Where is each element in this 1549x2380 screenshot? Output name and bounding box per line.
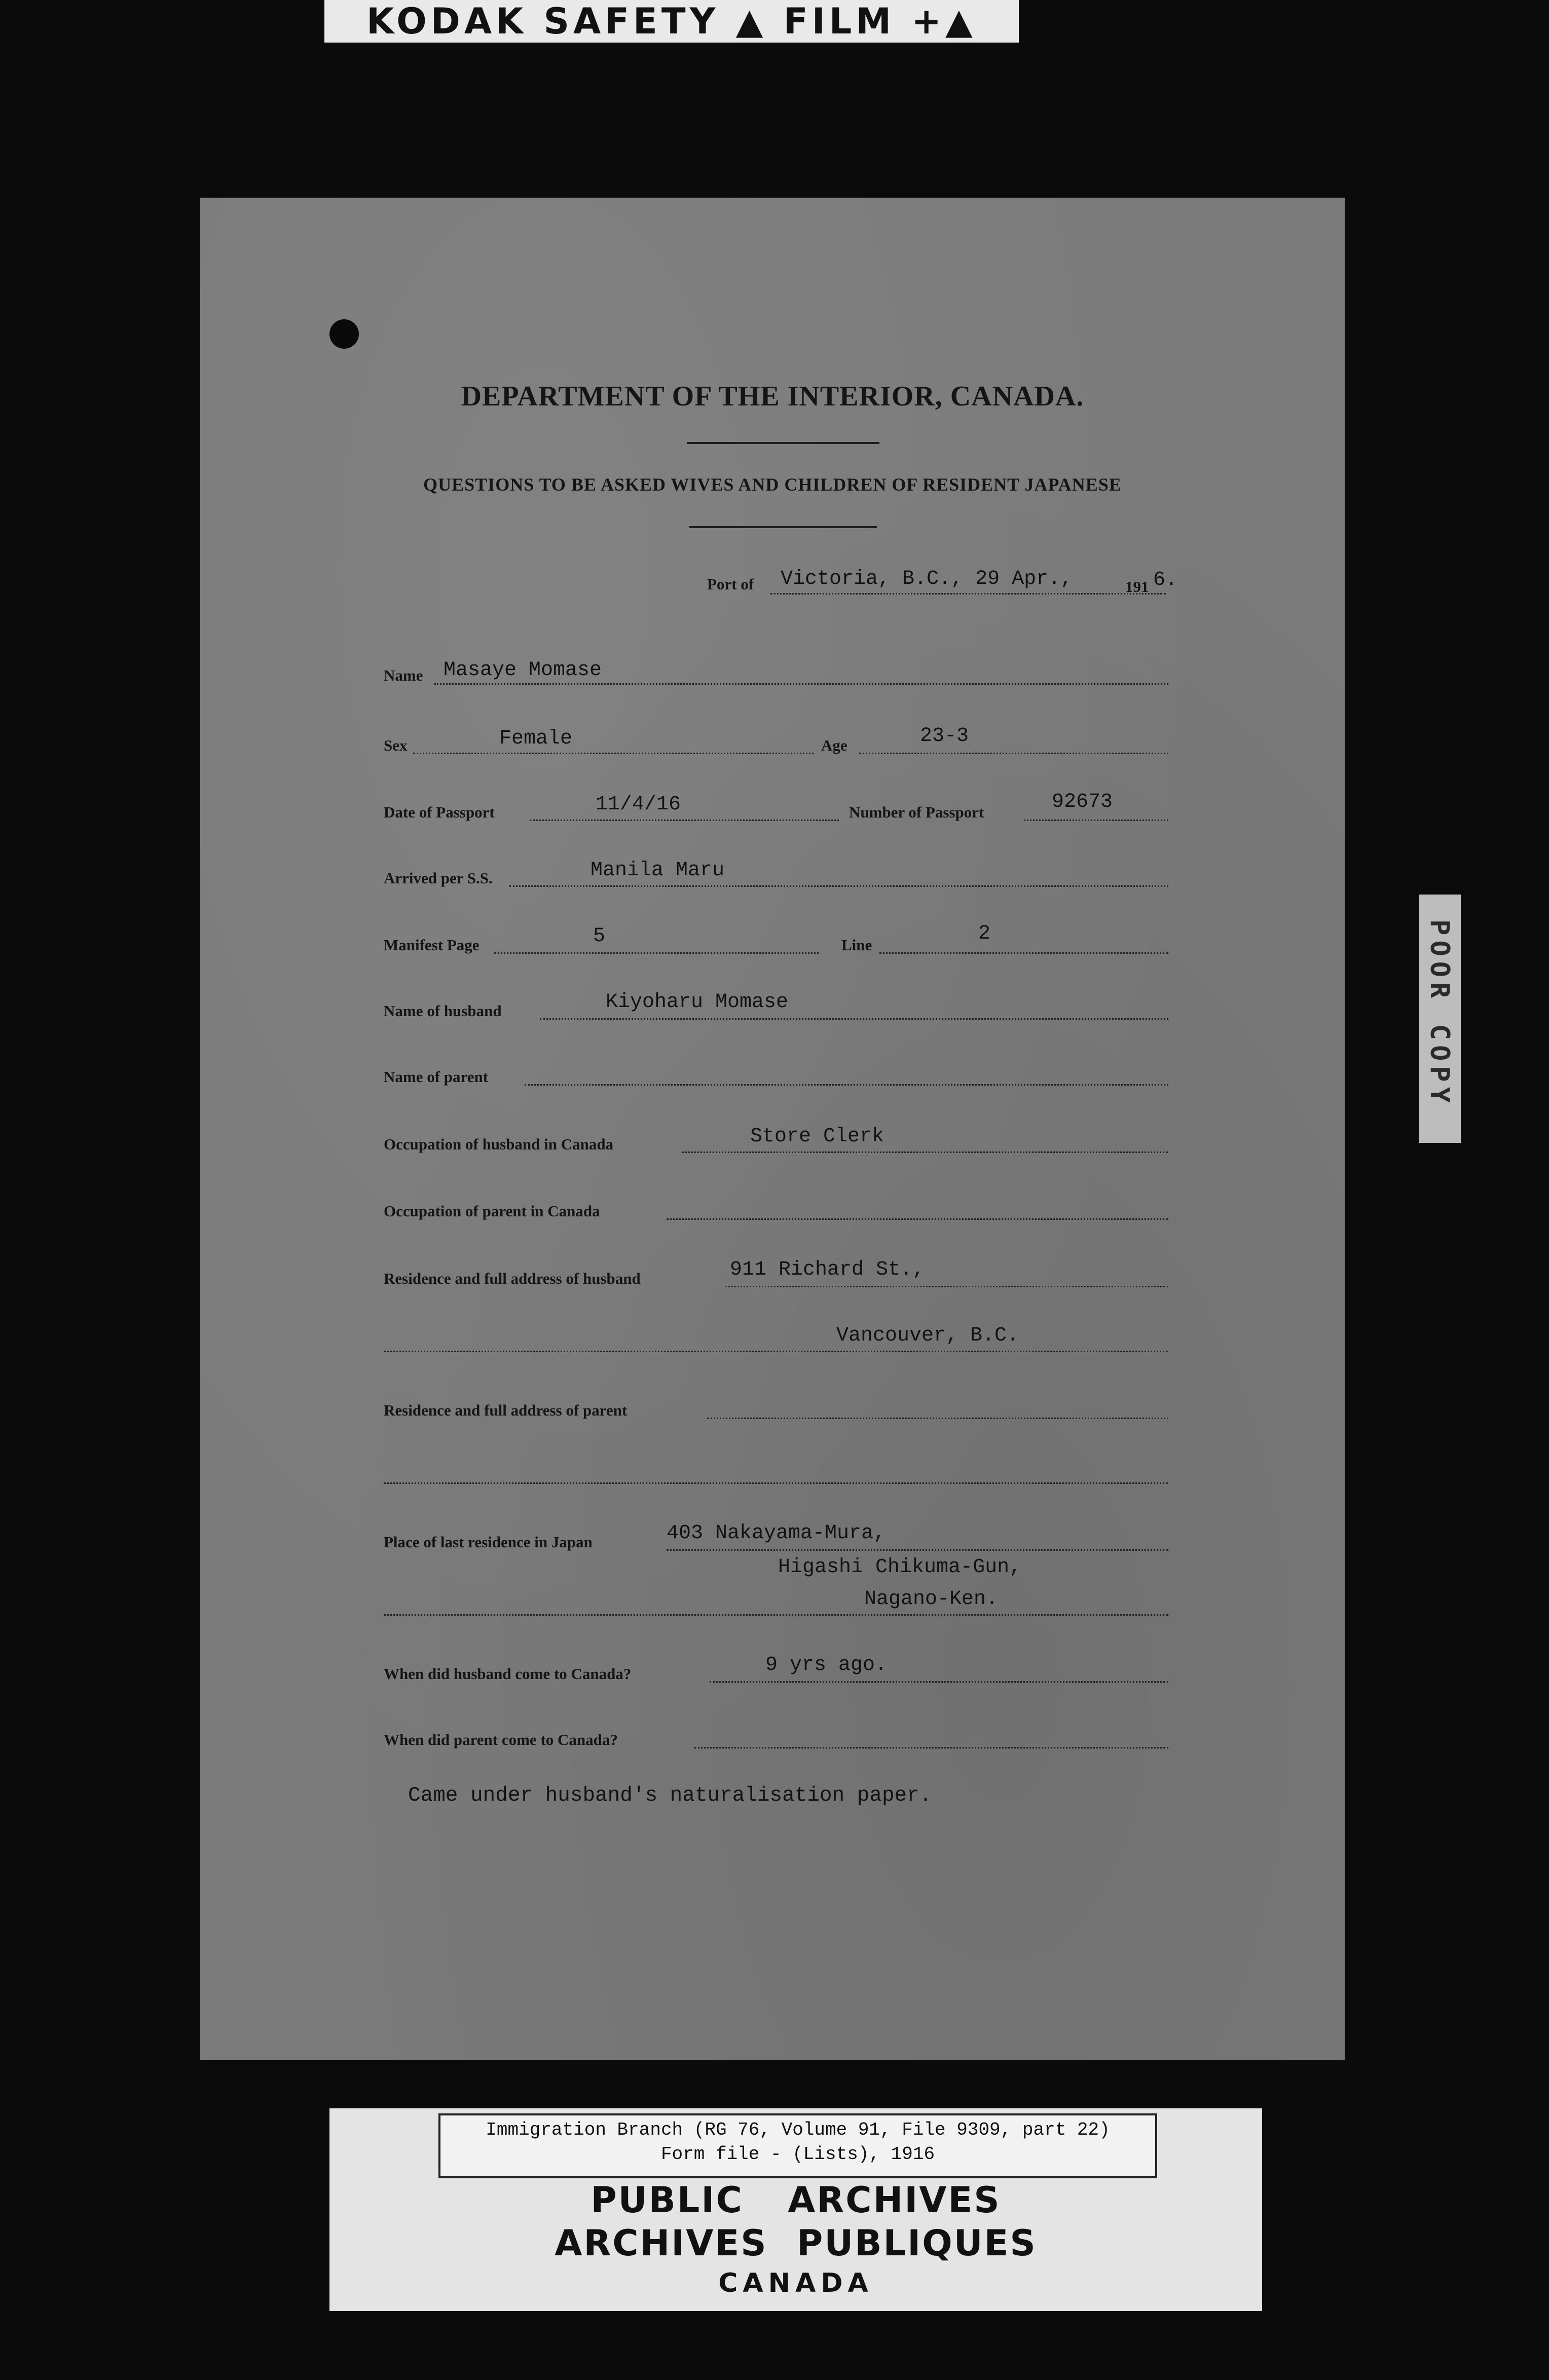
archives-country: CANADA: [718, 2268, 873, 2298]
husband-name-value: Kiyoharu Momase: [606, 991, 789, 1014]
date-of-passport-label: Date of Passport: [384, 803, 495, 821]
name-label: Name: [384, 666, 423, 684]
port-line: [770, 593, 1166, 594]
archives-reference-line1: Immigration Branch (RG 76, Volume 91, File 9309, part 22): [486, 2119, 1110, 2140]
name-line: [434, 683, 1168, 685]
title-divider: [687, 442, 879, 444]
residence-parent-line1: [707, 1418, 1168, 1419]
parent-came-line: [694, 1747, 1168, 1749]
port-year-prefix: 191: [1125, 578, 1149, 596]
occupation-husband-value: Store Clerk: [750, 1125, 884, 1148]
residence-husband-label: Residence and full address of husband: [384, 1270, 641, 1287]
archives-english-name: PUBLIC ARCHIVES: [591, 2179, 1001, 2221]
residence-husband-line1: [725, 1286, 1168, 1287]
film-edge-marking: KODAK SAFETY ▲ FILM +▲: [324, 0, 1019, 43]
line-label: Line: [841, 936, 872, 954]
archives-reference-box: [438, 2113, 1157, 2178]
husband-name-line: [540, 1018, 1168, 1020]
subtitle-divider: [689, 526, 877, 528]
age-line: [859, 753, 1168, 754]
line-value: 2: [978, 922, 991, 945]
parent-name-line: [525, 1084, 1168, 1086]
sex-label: Sex: [384, 736, 408, 754]
husband-came-label: When did husband come to Canada?: [384, 1665, 632, 1683]
archives-reference-line2: Form file - (Lists), 1916: [660, 2144, 935, 2165]
port-year-suffix: 6.: [1153, 569, 1178, 591]
manifest-page-line: [494, 952, 819, 954]
typed-note: Came under husband's naturalisation paper.: [408, 1784, 932, 1807]
residence-husband-line2: [384, 1351, 1168, 1352]
number-of-passport-line: [1024, 820, 1168, 821]
residence-husband-value-line1: 911 Richard St.,: [730, 1258, 925, 1281]
archives-label: [329, 2108, 1262, 2311]
parent-name-label: Name of parent: [384, 1068, 489, 1086]
occupation-parent-label: Occupation of parent in Canada: [384, 1202, 600, 1220]
last-residence-value-line1: 403 Nakayama-Mura,: [667, 1522, 886, 1545]
arrived-per-value: Manila Maru: [591, 859, 725, 882]
manifest-page-label: Manifest Page: [384, 936, 480, 954]
last-residence-value-line3: Nagano-Ken.: [864, 1588, 999, 1611]
parent-came-label: When did parent come to Canada?: [384, 1731, 618, 1749]
immigration-form: [200, 198, 1345, 2060]
sex-line: [413, 753, 814, 754]
name-value: Masaye Momase: [444, 659, 602, 682]
form-subtitle: QUESTIONS TO BE ASKED WIVES AND CHILDREN OF RESIDENT JAPANESE: [423, 474, 1122, 495]
last-residence-value-line2: Higashi Chikuma-Gun,: [778, 1556, 1022, 1579]
port-value: Victoria, B.C., 29 Apr.,: [781, 568, 1073, 590]
occupation-husband-label: Occupation of husband in Canada: [384, 1135, 614, 1153]
occupation-parent-line: [667, 1218, 1168, 1220]
last-residence-label: Place of last residence in Japan: [384, 1533, 593, 1551]
last-residence-line2: [384, 1614, 1168, 1616]
manifest-page-value: 5: [593, 925, 606, 948]
last-residence-line1: [667, 1549, 1168, 1551]
archives-french-name: ARCHIVES PUBLIQUES: [555, 2222, 1037, 2264]
number-of-passport-value: 92673: [1052, 791, 1113, 813]
poor-copy-tag: [1419, 895, 1461, 1143]
line-number-line: [879, 952, 1168, 954]
age-value: 23-3: [920, 725, 969, 748]
occupation-husband-line: [682, 1151, 1168, 1153]
poor-copy-text: POOR COPY: [1424, 919, 1455, 1108]
residence-parent-line2: [384, 1482, 1168, 1484]
port-label: Port of: [707, 575, 754, 593]
arrived-per-line: [509, 885, 1168, 887]
date-of-passport-line: [530, 820, 839, 821]
residence-husband-value-line2: Vancouver, B.C.: [836, 1324, 1019, 1347]
number-of-passport-label: Number of Passport: [849, 803, 984, 821]
form-title: DEPARTMENT OF THE INTERIOR, CANADA.: [461, 381, 1084, 412]
arrived-per-label: Arrived per S.S.: [384, 869, 493, 887]
punch-hole: [329, 319, 359, 349]
husband-came-line: [710, 1681, 1168, 1683]
date-of-passport-value: 11/4/16: [596, 793, 681, 816]
husband-name-label: Name of husband: [384, 1002, 502, 1020]
age-label: Age: [821, 736, 847, 754]
husband-came-value: 9 yrs ago.: [765, 1654, 888, 1677]
residence-parent-label: Residence and full address of parent: [384, 1401, 628, 1419]
sex-value: Female: [499, 727, 573, 750]
